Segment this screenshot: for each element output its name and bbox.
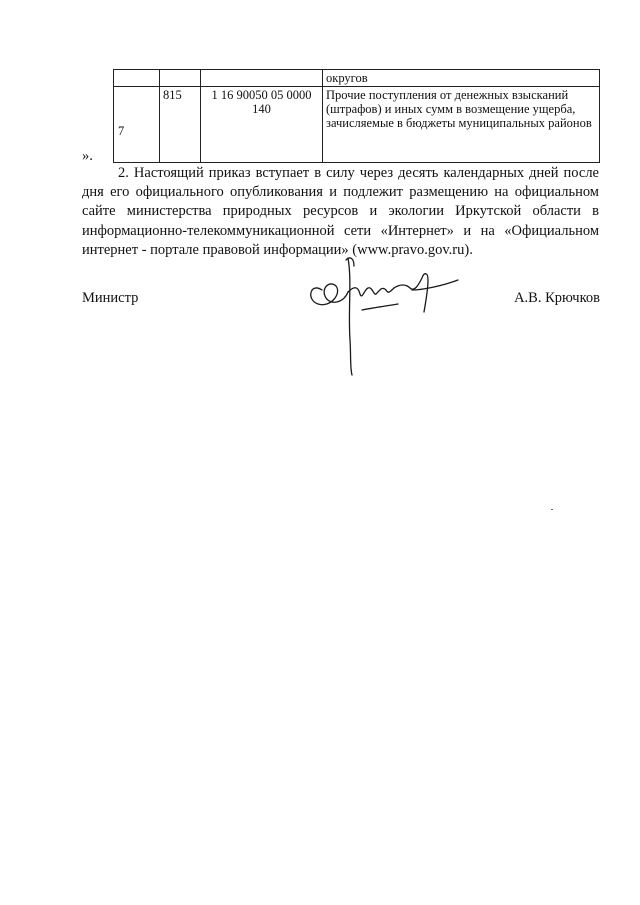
table-row bbox=[114, 70, 600, 87]
row-number-cell: 7 bbox=[114, 87, 160, 163]
admin-code-cell bbox=[160, 70, 201, 87]
scan-speck bbox=[551, 509, 553, 510]
paragraph-2: 2. Настоящий приказ вступает в силу через десять календарных дней после дня его официального опубликования и подлежит размещению на официальном сайте министерства природных ресурсов и экологии Иркутской области в информационно-телекоммуникационной сети «Интернет» и на «Официальном интернет - портале правовой информации» (www.pravo.gov.ru). bbox=[82, 165, 599, 258]
revenue-code-cell: 1 16 90050 05 0000 140 bbox=[201, 87, 323, 163]
description-cell: Прочие поступления от денежных взысканий (штрафов) и иных сумм в возмещение ущерба, зачисляемые в бюджеты муниципальных районов bbox=[323, 87, 600, 163]
description-cell: округов bbox=[323, 70, 600, 87]
row-number-cell bbox=[114, 70, 160, 87]
handwritten-signature bbox=[302, 250, 462, 380]
revenue-code-cell bbox=[201, 70, 323, 87]
signatory-title: Министр bbox=[82, 290, 139, 306]
admin-code-cell: 815 bbox=[160, 87, 201, 163]
codes-table bbox=[113, 69, 600, 163]
signatory-name: А.В. Крючков bbox=[514, 290, 600, 306]
table-row bbox=[114, 87, 600, 163]
closing-quote: ». bbox=[82, 148, 93, 164]
